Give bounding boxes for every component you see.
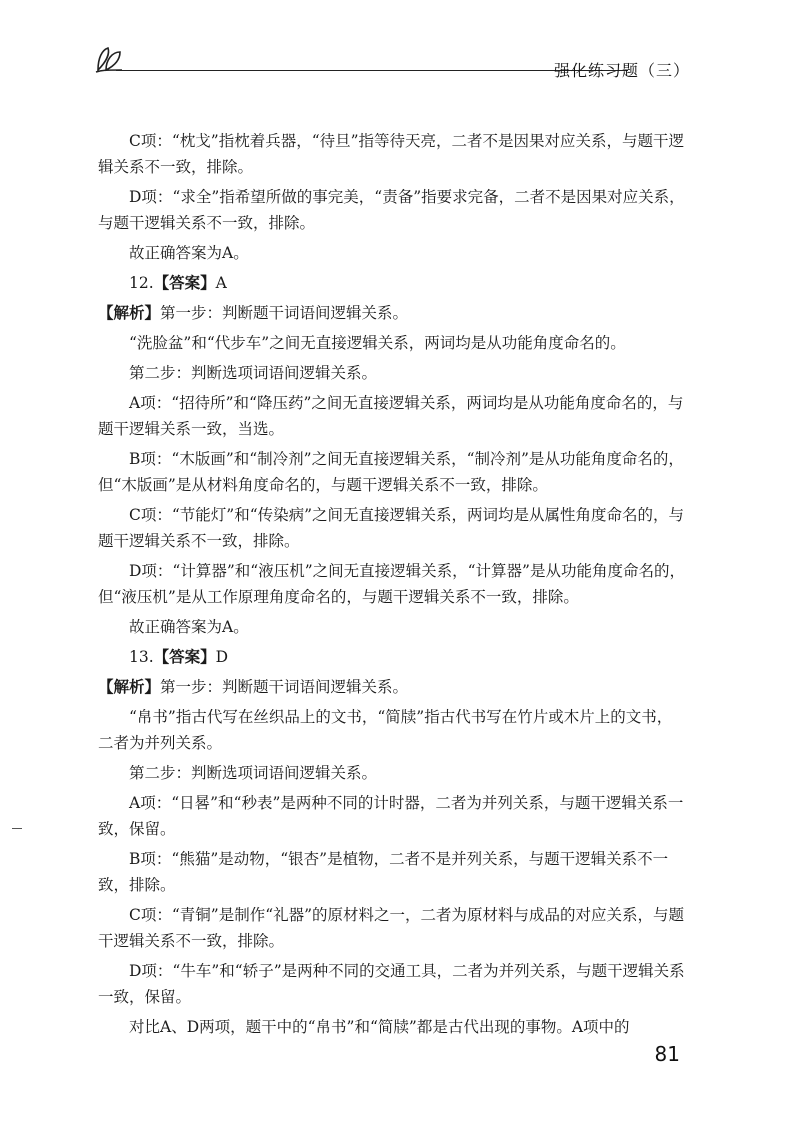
- answer-heading: [98, 644, 686, 670]
- answer-label: 【答案】: [153, 647, 216, 666]
- page-header: [92, 40, 692, 80]
- analysis-heading: [98, 674, 686, 700]
- body-paragraph: C项：“枕戈”指枕着兵器，“待旦”指等待天亮，二者不是因果对应关系，与题干逻辑关系不一致，排除。: [98, 132, 685, 176]
- body-paragraph: 对比A、D两项，题干中的“帛书”和“简牍”都是古代出现的事物。A项中的: [129, 1018, 630, 1036]
- question-number: 13.: [129, 648, 154, 666]
- body-paragraph: “帛书”指古代写在丝织品上的文书，“简牍”指古代书写在竹片或木片上的文书，二者为并列关系。: [98, 708, 673, 752]
- running-header-title: 强化练习题（三）: [553, 61, 690, 80]
- answer-value: D: [215, 648, 229, 666]
- header-rule: [116, 70, 628, 71]
- body-paragraph: B项：“熊猫”是动物，“银杏”是植物，二者不是并列关系，与题干逻辑关系不一致，排除。: [98, 850, 669, 894]
- body-paragraph: A项：“招待所”和“降压药”之间无直接逻辑关系，两词均是从功能角度命名的，与题干逻辑关系一致，当选。: [98, 394, 684, 438]
- body-paragraph: A项：“日晷”和“秒表”是两种不同的计时器，二者为并列关系，与题干逻辑关系一致，保留。: [98, 794, 684, 838]
- body-paragraph: 故正确答案为A。: [129, 618, 249, 636]
- body-paragraph: C项：“节能灯”和“传染病”之间无直接逻辑关系，两词均是从属性角度命名的，与题干逻辑关系不一致，排除。: [98, 506, 685, 550]
- body-paragraph: D项：“牛车”和“轿子”是两种不同的交通工具，二者为并列关系，与题干逻辑关系一致，保留。: [98, 962, 685, 1006]
- body-paragraph: D项：“求全”指希望所做的事完美，“责备”指要求完备，二者不是因果对应关系，与题干逻辑关系不一致，排除。: [98, 188, 685, 232]
- page-number: 81: [654, 1042, 680, 1066]
- analysis-text: 第一步：判断题干词语间逻辑关系。: [160, 678, 409, 696]
- body-paragraph: B项：“木版画”和“制冷剂”之间无直接逻辑关系，“制冷剂”是从功能角度命名的，但“木版画”是从材料角度命名的，与题干逻辑关系不一致，排除。: [98, 450, 684, 494]
- page-body: [98, 128, 686, 1044]
- question-number: 12.: [129, 274, 154, 292]
- analysis-text: 第一步：判断题干词语间逻辑关系。: [160, 304, 409, 322]
- body-paragraph: C项：“青铜”是制作“礼器”的原材料之一，二者为原材料与成品的对应关系，与题干逻辑关系不一致，排除。: [98, 906, 685, 950]
- body-paragraph: D项：“计算器”和“液压机”之间无直接逻辑关系，“计算器”是从功能角度命名的，但“液压机”是从工作原理角度命名的，与题干逻辑关系不一致，排除。: [98, 562, 685, 606]
- analysis-label: 【解析】: [98, 303, 161, 322]
- body-paragraph: 第二步：判断选项词语间逻辑关系。: [129, 364, 378, 382]
- answer-label: 【答案】: [153, 273, 216, 292]
- answer-value: A: [215, 274, 227, 292]
- answer-heading: [98, 270, 686, 296]
- analysis-label: 【解析】: [98, 677, 161, 696]
- body-paragraph: 故正确答案为A。: [129, 244, 249, 262]
- analysis-heading: [98, 300, 686, 326]
- body-paragraph: “洗脸盆”和“代步车”之间无直接逻辑关系，两词均是从功能角度命名的。: [129, 334, 626, 352]
- margin-mark: [12, 828, 22, 829]
- leaf-icon: [92, 40, 132, 78]
- body-paragraph: 第二步：判断选项词语间逻辑关系。: [129, 764, 378, 782]
